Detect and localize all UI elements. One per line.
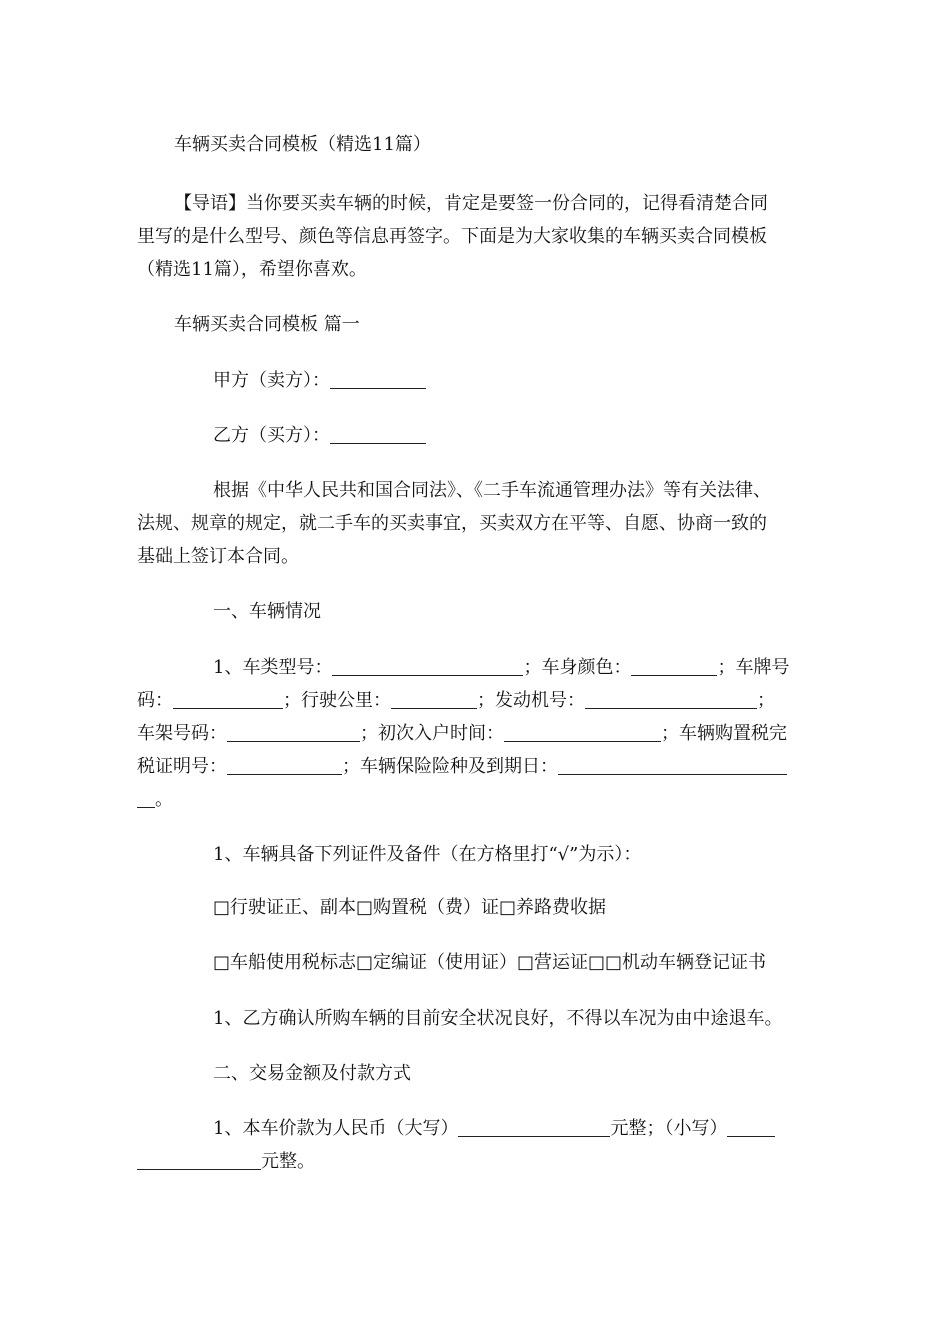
price-end: 元整。 [261,1151,315,1172]
plate-number-blank[interactable] [173,686,283,709]
intro-line-2: 里写的是什么型号、颜色等信息再签字。下面是为大家收集的车辆买卖合同模板 [137,226,767,247]
party-b-label: 乙方（买方）： [213,425,330,446]
party-a-label: 甲方（卖方）： [213,370,330,391]
plate-label-start: ；车牌号 [717,657,790,678]
price-line-1 [213,1112,775,1145]
first-registration-label: ；初次入户时间： [360,723,504,744]
vin-label: 车架号码： [137,723,227,744]
engine-number-label: ；发动机号： [477,690,585,711]
vehicle-line-4 [137,750,787,783]
price-upper-blank[interactable] [458,1114,610,1137]
price-lower-blank[interactable] [727,1114,775,1137]
price-upper-label: 1、本车价款为人民币（大写） [213,1118,459,1139]
body-color-label: ；车身颜色： [523,657,632,678]
vehicle-line-5 [137,783,173,816]
doc-title: 车辆买卖合同模板（精选11篇） [174,134,431,155]
basis-line-1: 根据《中华人民共和国合同法》、《二手车流通管理办法》等有关法律、 [213,480,771,501]
first-registration-blank[interactable] [504,719,661,742]
insurance-blank-cont[interactable] [137,785,155,808]
price-line-2 [137,1145,315,1178]
documents-checklist-2[interactable]: □车船使用税标志□定编证（使用证）□营运证□□机动车辆登记证书 [213,952,767,973]
body-color-blank[interactable] [631,653,717,676]
purchase-tax-label-end: 税证明号： [137,756,227,777]
section-title: 车辆买卖合同模板 篇一 [174,314,360,335]
plate-label-end: 码： [137,690,173,711]
price-lower-blank-cont[interactable] [137,1147,261,1170]
vehicle-model-label: 1、车类型号： [213,657,333,678]
heading-vehicle-info: 一、车辆情况 [213,601,321,622]
party-a-line [213,364,426,397]
party-b-blank[interactable] [330,421,426,444]
vehicle-line-3 [137,717,787,750]
confirm-line: 1、乙方确认所购车辆的目前安全状况良好，不得以车况为由中途退车。 [213,1008,783,1029]
party-b-line [213,419,426,452]
mileage-label: ；行驶公里： [283,690,391,711]
purchase-tax-blank[interactable] [227,752,342,775]
intro-line-3: （精选11篇），希望你喜欢。 [137,259,367,280]
engine-number-blank[interactable] [585,686,757,709]
semicolon: ； [757,690,775,711]
price-lower-label: 元整；（小写） [610,1118,728,1139]
party-a-blank[interactable] [330,366,426,389]
insurance-label: ；车辆保险险种及到期日： [342,756,558,777]
purchase-tax-label-start: ；车辆购置税完 [661,723,787,744]
vehicle-model-blank[interactable] [332,653,523,676]
basis-line-3: 基础上签订本合同。 [137,546,299,567]
documents-title: 1、车辆具备下列证件及备件（在方格里打“√”为示）： [213,844,642,865]
basis-line-2: 法规、规章的规定，就二手车的买卖事宜，买卖双方在平等、自愿、协商一致的 [137,513,767,534]
period: 。 [155,789,173,810]
vehicle-line-2 [137,684,775,717]
vehicle-line-1 [213,651,789,684]
heading-price: 二、交易金额及付款方式 [213,1063,411,1084]
vin-blank[interactable] [227,719,360,742]
intro-line-1: 【导语】当你要买卖车辆的时候，肯定是要签一份合同的，记得看清楚合同 [174,193,768,214]
documents-checklist-1[interactable]: □行驶证正、副本□购置税（费）证□养路费收据 [213,897,607,918]
insurance-blank[interactable] [558,752,787,775]
mileage-blank[interactable] [391,686,477,709]
